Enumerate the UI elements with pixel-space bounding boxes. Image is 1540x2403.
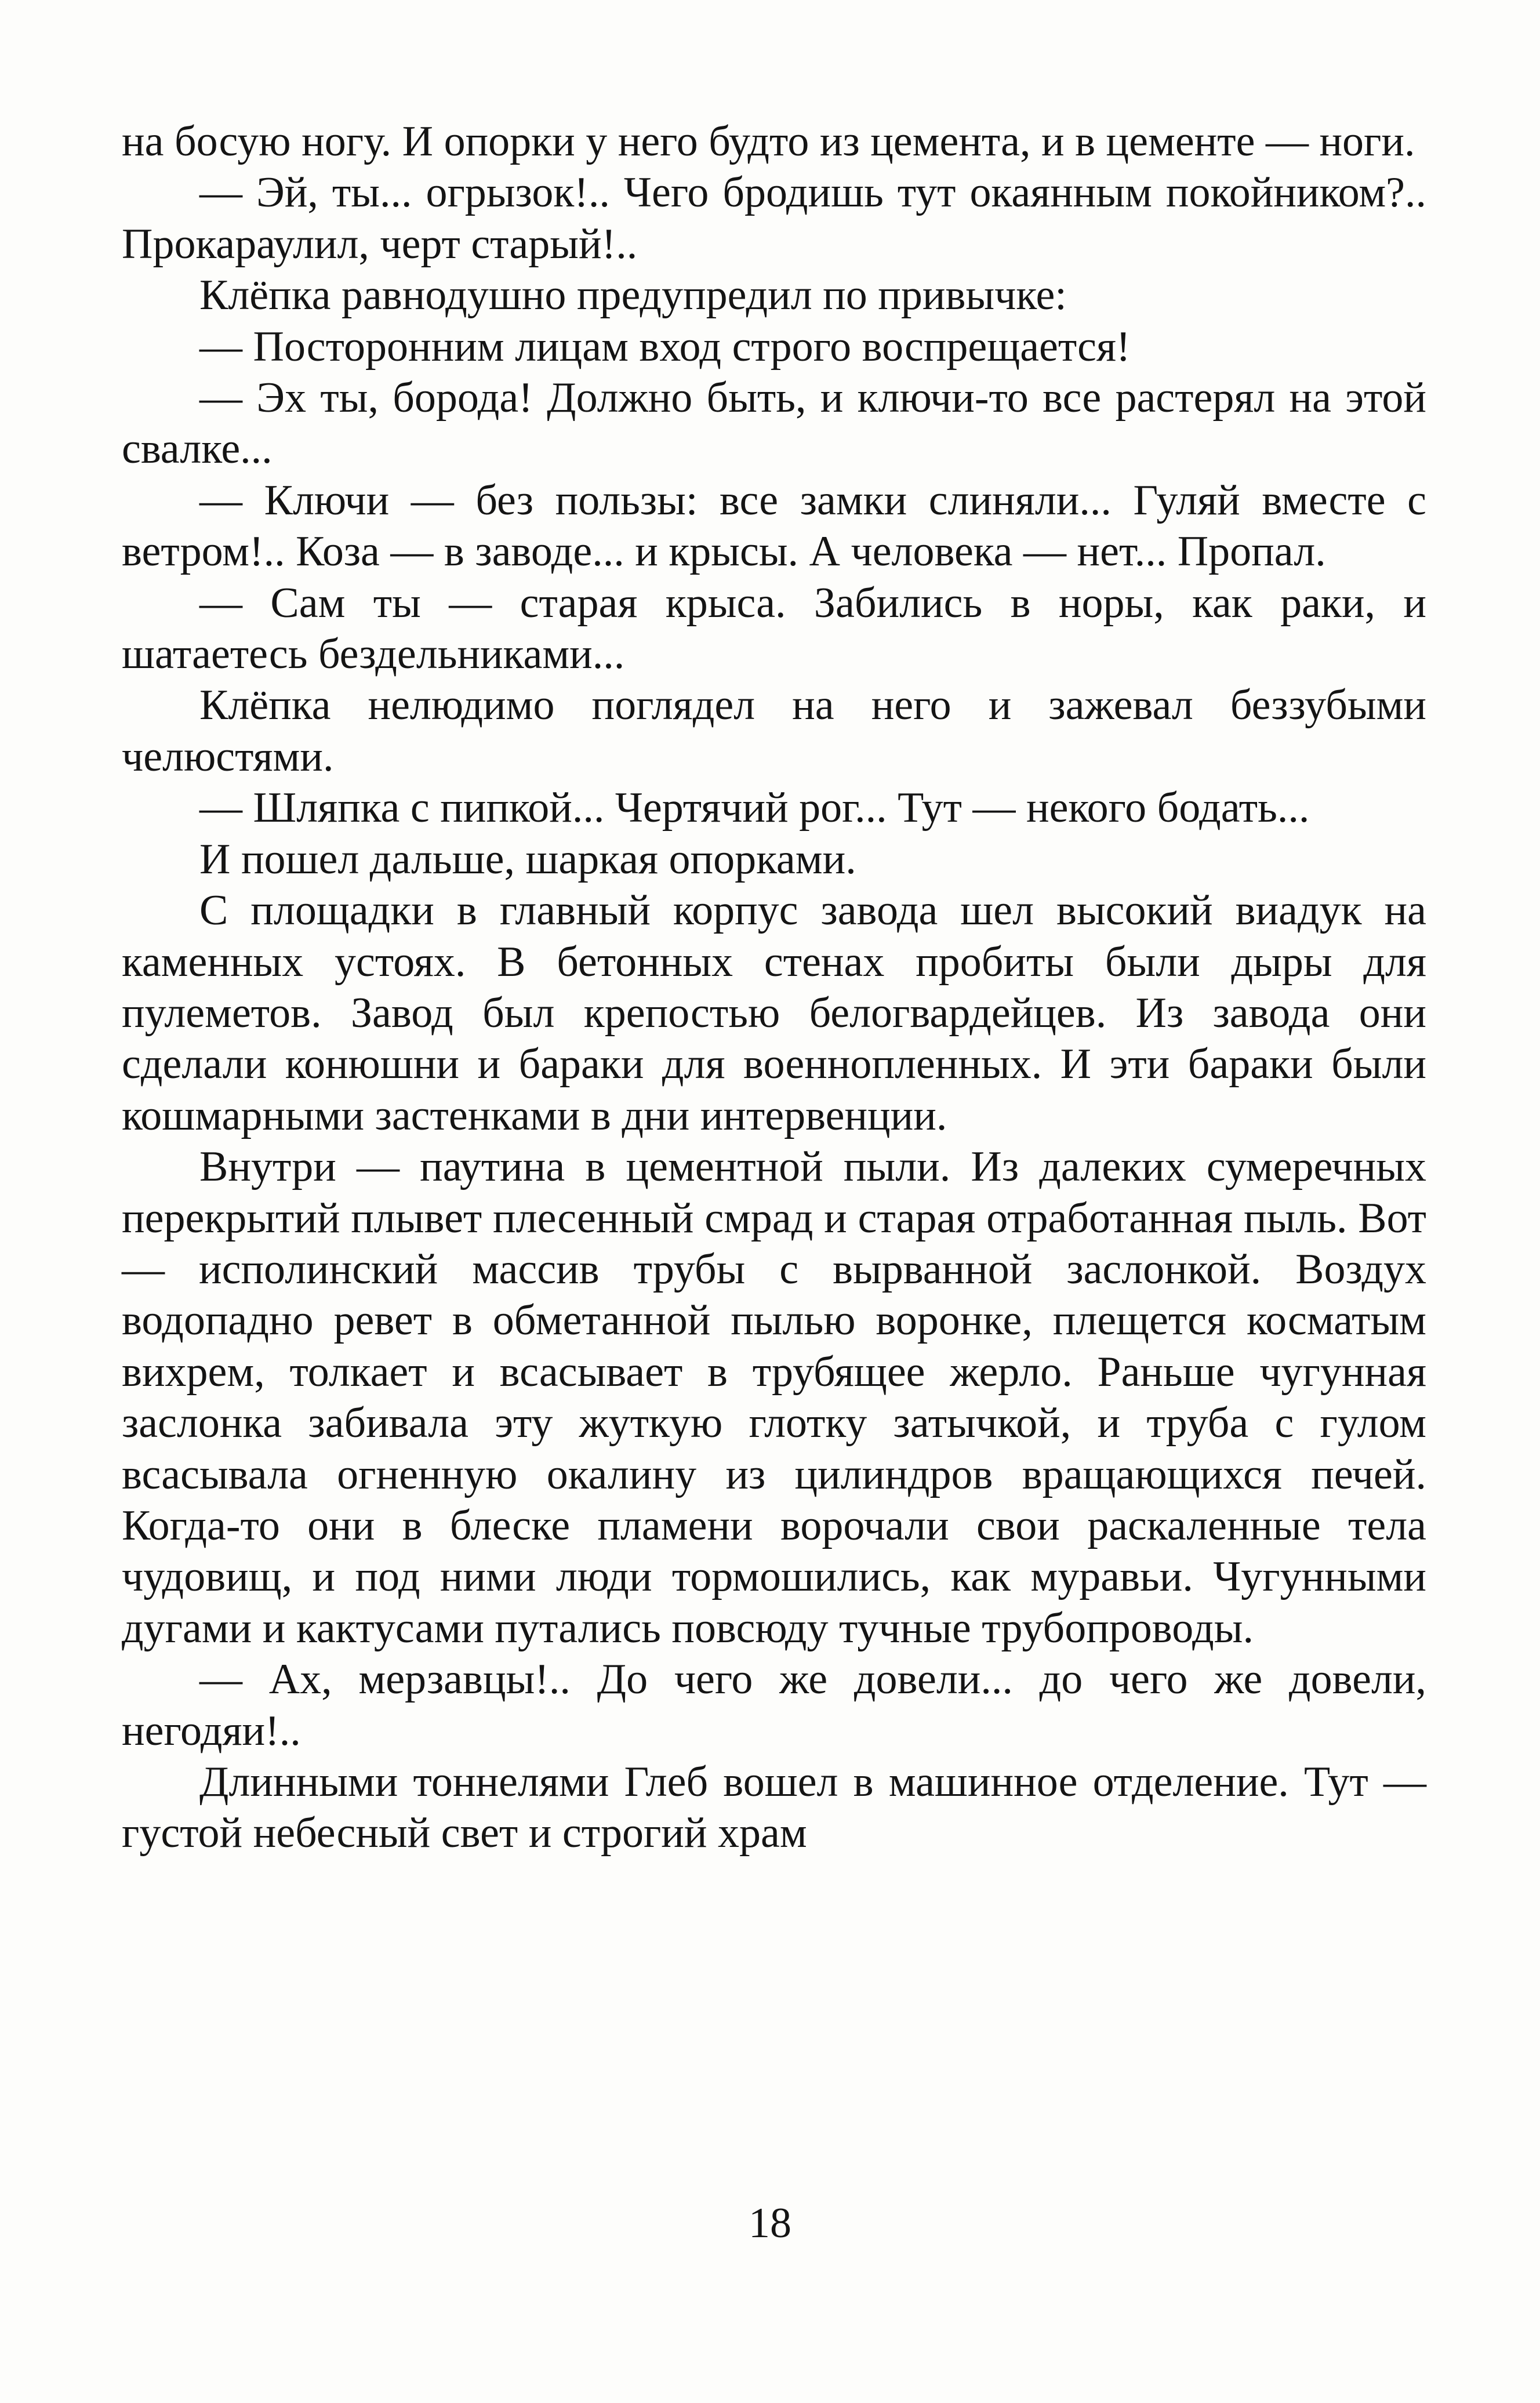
paragraph-6: — Ключи — без пользы: все замки слиняли... Гуляй вместе с ветром!.. Коза — в заводе... и крысы. А человека — нет... Пропал. — [122, 476, 1426, 576]
paragraph-12: Внутри — паутина в цементной пыли. Из далеких сумеречных перекрытий плывет плесенный смрад и старая отработанная пыль. Вот — исполинский массив трубы с вырванной заслонкой. Воздух водопадно ревет в обметанной пылью воронке, плещется косматым вихрем, толкает и всасывает в трубящее жерло. Раньше чугунная заслонка забивала эту жуткую глотку затычкой, и труба с гулом всасывала огненную окалину из цилиндров вращающихся печей. Когда-то они в блеске пламени ворочали свои раскаленные тела чудовищ, и под ними люди тормошились, как муравьи. Чугунными дугами и кактусами путались повсюду тучные трубопроводы. — [122, 1143, 1426, 1652]
paragraph-8: Клёпка нелюдимо поглядел на него и зажевал беззубыми челюстями. — [122, 681, 1426, 781]
body-text — [122, 116, 1426, 1859]
paragraph-14: Длинными тоннелями Глеб вошел в машинное отделение. Тут — густой небесный свет и строгий храм — [122, 1758, 1426, 1857]
paragraph-10: И пошел дальше, шаркая опорками. — [199, 835, 856, 883]
paragraph-7: — Сам ты — старая крыса. Забились в норы, как раки, и шатаетесь бездельниками... — [122, 579, 1426, 678]
page-number: 18 — [749, 2199, 791, 2247]
paragraph-13: — Ах, мерзавцы!.. До чего же довели... до чего же довели, негодяи!.. — [122, 1656, 1426, 1755]
paragraph-4: — Посторонним лицам вход строго воспрещается! — [199, 322, 1131, 371]
paragraph-9: — Шляпка с пипкой... Чертячий рог... Тут — некого бодать... — [199, 784, 1310, 832]
paragraph-11: С площадки в главный корпус завода шел высокий виадук на каменных устоях. В бетонных стенах пробиты были дыры для пулеметов. Завод был крепостью белогвардейцев. Из завода они сделали конюшни и бараки для военнопленных. И эти бараки были кошмарными застенками в дни интервенции. — [122, 887, 1426, 1139]
paragraph-2: — Эй, ты... огрызок!.. Чего бродишь тут окаянным покойником?.. Прокараулил, черт старый!.. — [122, 169, 1426, 268]
paragraph-1: на босую ногу. И опорки у него будто из цемента, и в цементе — ноги. — [122, 118, 1415, 165]
paragraph-3: Клёпка равнодушно предупредил по привычке: — [199, 271, 1067, 320]
paragraph-5: — Эх ты, борода! Должно быть, и ключи-то все растерял на этой свалке... — [122, 374, 1426, 473]
